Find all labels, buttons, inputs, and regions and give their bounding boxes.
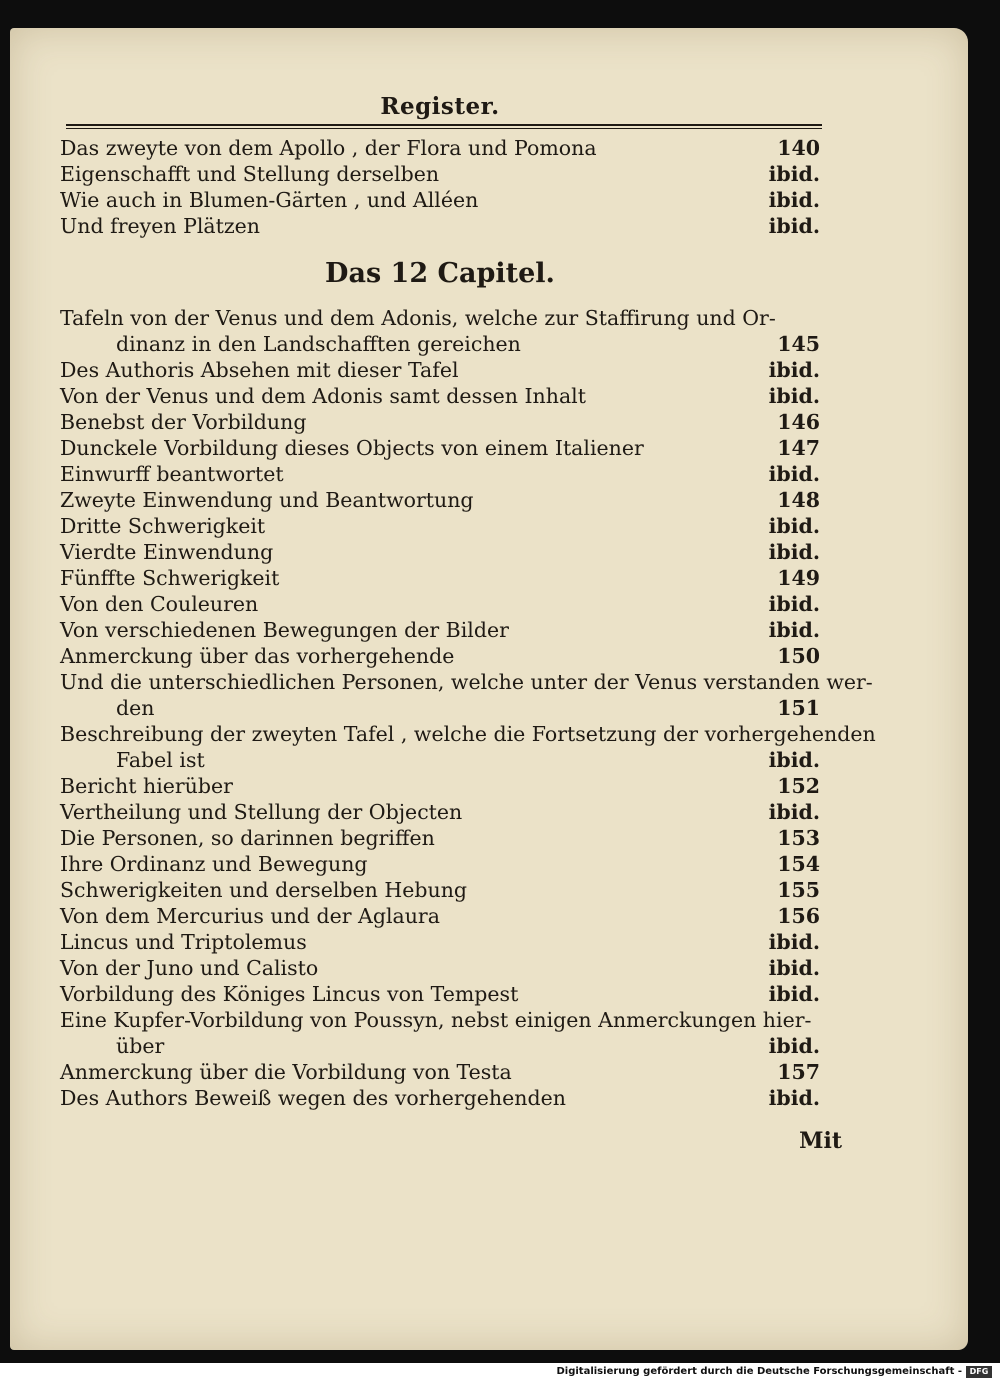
entry-text: Vorbildung des Königes Lincus von Tempest xyxy=(60,982,519,1006)
entry-text: Und die unterschiedlichen Personen, welche unter der Venus verstanden wer- xyxy=(60,670,873,694)
entry-text: Beschreibung der zweyten Tafel , welche die Fortsetzung der vorhergehenden xyxy=(60,722,876,746)
index-entries-main xyxy=(60,305,876,1111)
index-entry xyxy=(60,383,820,409)
entry-text: Ihre Ordinanz und Bewegung xyxy=(60,852,368,876)
index-entry xyxy=(60,135,820,161)
entry-text: Wie auch in Blumen-Gärten , und Alléen xyxy=(60,188,479,212)
index-entry xyxy=(60,643,820,669)
index-entry xyxy=(60,1059,820,1085)
entry-text: den xyxy=(116,696,155,720)
entry-text: Vierdte Einwendung xyxy=(60,540,274,564)
entry-text: Von verschiedenen Bewegungen der Bilder xyxy=(60,618,509,642)
entry-page: ibid. xyxy=(768,188,820,212)
entry-text: Des Authors Beweiß wegen des vorhergehenden xyxy=(60,1086,566,1110)
entry-text: Fabel ist xyxy=(116,748,205,772)
index-entry xyxy=(60,903,820,929)
entry-text: Und freyen Plätzen xyxy=(60,214,261,238)
entry-page: 155 xyxy=(777,878,820,902)
entry-text: Des Authoris Absehen mit dieser Tafel xyxy=(60,358,459,382)
digitization-footer xyxy=(0,1363,1000,1383)
entry-page: ibid. xyxy=(768,618,820,642)
entry-page: 151 xyxy=(777,696,820,720)
index-entry xyxy=(60,877,820,903)
entry-page: ibid. xyxy=(768,1086,820,1110)
entry-page: 149 xyxy=(777,566,820,590)
entry-text: Von den Couleuren xyxy=(60,592,259,616)
index-entry xyxy=(60,825,820,851)
entry-page: 146 xyxy=(777,410,820,434)
entry-text: Bericht hierüber xyxy=(60,774,233,798)
entry-page: 156 xyxy=(777,904,820,928)
entry-text: Eine Kupfer-Vorbildung von Poussyn, nebst einigen Anmerckungen hier- xyxy=(60,1008,812,1032)
entry-text: über xyxy=(116,1034,165,1058)
entry-page: 145 xyxy=(777,332,820,356)
entry-page: ibid. xyxy=(768,982,820,1006)
entry-page: 154 xyxy=(777,852,820,876)
entry-text: Anmerckung über das vorhergehende xyxy=(60,644,455,668)
entry-text: Von der Venus und dem Adonis samt dessen Inhalt xyxy=(60,384,586,408)
entry-text: Lincus und Triptolemus xyxy=(60,930,307,954)
index-entry xyxy=(60,213,820,239)
header-rule xyxy=(66,124,822,129)
entry-text: Das zweyte von dem Apollo , der Flora und Pomona xyxy=(60,136,597,160)
index-entry xyxy=(60,565,820,591)
entry-page: 157 xyxy=(777,1060,820,1084)
index-entry xyxy=(60,669,873,695)
index-entry xyxy=(60,357,820,383)
entry-text: Fünffte Schwerigkeit xyxy=(60,566,280,590)
entry-page: 140 xyxy=(777,136,820,160)
entry-text: Schwerigkeiten und derselben Hebung xyxy=(60,878,468,902)
index-entry xyxy=(60,331,820,357)
entry-page: ibid. xyxy=(768,800,820,824)
entry-text: Zweyte Einwendung und Beantwortung xyxy=(60,488,474,512)
entry-page: 148 xyxy=(777,488,820,512)
entry-text: Von der Juno und Calisto xyxy=(60,956,319,980)
entry-page: ibid. xyxy=(768,162,820,186)
index-entry xyxy=(60,1033,820,1059)
entry-text: Eigenschafft und Stellung derselben xyxy=(60,162,440,186)
entry-text: Von dem Mercurius und der Aglaura xyxy=(60,904,440,928)
entry-text: Dunckele Vorbildung dieses Objects von einem Italiener xyxy=(60,436,644,460)
index-entry xyxy=(60,721,876,747)
index-entry xyxy=(60,799,820,825)
index-entry xyxy=(60,435,820,461)
index-entry xyxy=(60,305,820,331)
index-entries-top xyxy=(60,135,820,239)
entry-text: Tafeln von der Venus und dem Adonis, welche zur Staffirung und Or- xyxy=(60,306,776,330)
entry-text: dinanz in den Landschafften gereichen xyxy=(116,332,521,356)
catchword: Mit xyxy=(799,1128,842,1154)
entry-page: ibid. xyxy=(768,956,820,980)
entry-page: ibid. xyxy=(768,748,820,772)
index-entry xyxy=(60,539,820,565)
index-entry xyxy=(60,851,820,877)
entry-page: ibid. xyxy=(768,930,820,954)
entry-page: 152 xyxy=(777,774,820,798)
index-entry xyxy=(60,747,820,773)
entry-page: 153 xyxy=(777,826,820,850)
running-head: Register. xyxy=(380,93,500,120)
page-content xyxy=(60,90,876,1111)
index-entry xyxy=(60,929,820,955)
entry-text: Anmerckung über die Vorbildung von Testa xyxy=(60,1060,512,1084)
footer-text: Digitalisierung gefördert durch die Deutsche Forschungsgemeinschaft - xyxy=(556,1366,962,1377)
entry-page: ibid. xyxy=(768,592,820,616)
entry-page: ibid. xyxy=(768,384,820,408)
index-entry xyxy=(60,1085,820,1111)
index-entry xyxy=(60,695,820,721)
entry-page: ibid. xyxy=(768,358,820,382)
entry-page: ibid. xyxy=(768,1034,820,1058)
entry-text: Vertheilung und Stellung der Objecten xyxy=(60,800,463,824)
entry-text: Einwurff beantwortet xyxy=(60,462,284,486)
entry-text: Benebst der Vorbildung xyxy=(60,410,307,434)
entry-text: Dritte Schwerigkeit xyxy=(60,514,266,538)
index-entry xyxy=(60,591,820,617)
index-entry xyxy=(60,1007,820,1033)
dfg-logo-icon: DFG xyxy=(966,1366,992,1378)
entry-page: ibid. xyxy=(768,214,820,238)
entry-page: ibid. xyxy=(768,514,820,538)
index-entry xyxy=(60,187,820,213)
index-entry xyxy=(60,487,820,513)
index-entry xyxy=(60,981,820,1007)
index-entry xyxy=(60,161,820,187)
index-entry xyxy=(60,773,820,799)
index-entry xyxy=(60,955,820,981)
index-entry xyxy=(60,409,820,435)
entry-page: 150 xyxy=(777,644,820,668)
entry-page: ibid. xyxy=(768,540,820,564)
index-entry xyxy=(60,461,820,487)
entry-text: Die Personen, so darinnen begriffen xyxy=(60,826,435,850)
entry-page: 147 xyxy=(777,436,820,460)
index-entry xyxy=(60,513,820,539)
index-entry xyxy=(60,617,820,643)
entry-page: ibid. xyxy=(768,462,820,486)
chapter-heading: Das 12 Capitel. xyxy=(325,258,555,289)
